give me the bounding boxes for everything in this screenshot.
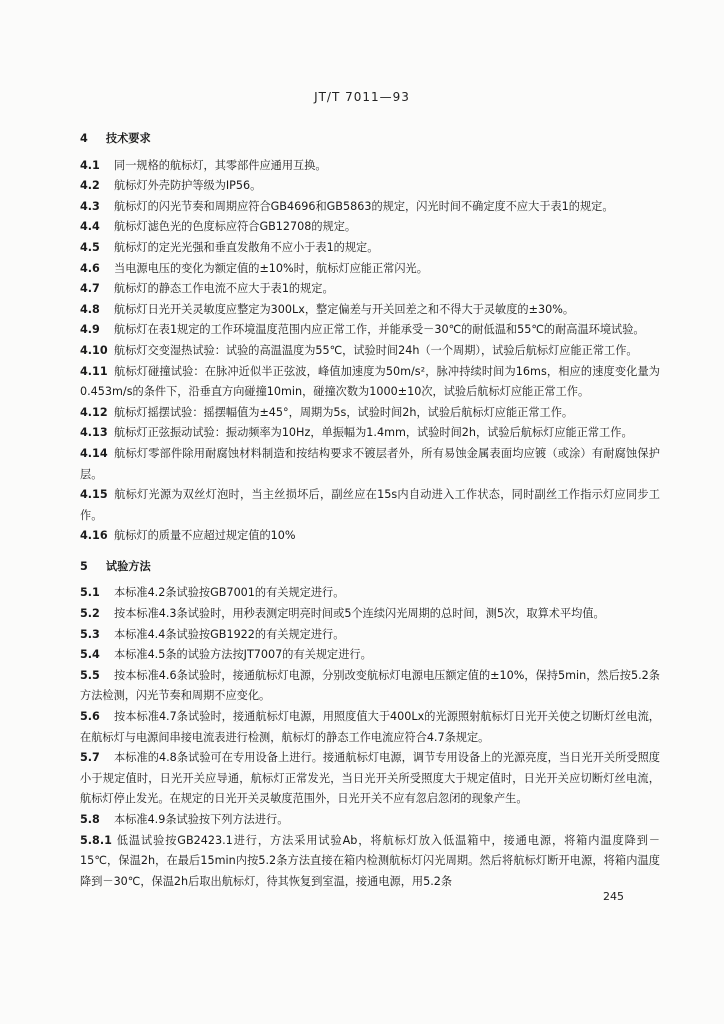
clause-number: 5.1	[80, 586, 100, 600]
clause-number: 5.5	[80, 668, 100, 682]
clause-number: 5.6	[80, 710, 100, 724]
clause	[80, 423, 660, 444]
clause	[80, 217, 660, 238]
clause	[80, 259, 660, 280]
clause-number: 5.8	[80, 813, 100, 826]
clause-text: 航标灯碰撞试验：在脉冲近似半正弦波，峰值加速度为50m/s²，脉冲持续时间为16ms，相应的速度变化量为0.453m/s的条件下，沿垂直方向碰撞10min，碰撞次数为1000±10次，试验后航标灯应能正常工作。	[80, 364, 660, 399]
clause	[80, 707, 660, 748]
page-header	[0, 90, 724, 104]
clause-text: 航标灯的质量不应超过规定值的10%	[114, 529, 296, 543]
clause	[80, 176, 660, 197]
clause-text: 按本标准4.3条试验时，用秒表测定明亮时间或5个连续闪光周期的总时间，测5次，取算术平均值。	[114, 607, 605, 621]
clause-number: 4.1	[80, 158, 100, 172]
clause-number: 5.7	[80, 751, 100, 765]
clause-text: 同一规格的航标灯，其零部件应通用互换。	[114, 158, 327, 172]
clause-number: 4.7	[80, 282, 100, 296]
clause-number: 4.5	[80, 240, 100, 254]
clause	[80, 583, 660, 604]
clause-text: 航标灯的静态工作电流不应大于表1的规定。	[114, 282, 334, 296]
clause-text: 航标灯正弦振动试验：振动频率为10Hz，单振幅为1.4mm，试验时间2h，试验后航标灯应能正常工作。	[114, 426, 633, 440]
clause-number: 4.14	[80, 446, 108, 460]
page-number: 245	[603, 890, 624, 903]
clause	[80, 444, 660, 485]
clause-text: 按本标准4.7条试验时，接通航标灯电源，用照度值大于400Lx的光源照射航标灯日光开关使之切断灯丝电流，在航标灯与电源间串接电流表进行检测，航标灯的静态工作电流应符合4.7条规定。	[80, 710, 660, 744]
clause-number: 4.9	[80, 323, 100, 337]
clause	[80, 625, 660, 646]
clause-number: 4.3	[80, 199, 100, 213]
clause	[80, 300, 660, 321]
clause	[80, 403, 660, 424]
clause-text: 航标灯交变湿热试验：试验的高温温度为55℃，试验时间24h（一个周期），试验后航标灯应能正常工作。	[114, 343, 638, 357]
section-title: 试验方法	[105, 559, 151, 573]
clause-text: 航标灯零部件除用耐腐蚀材料制造和按结构要求不镀层者外，所有易蚀金属表面均应镀（或涂）有耐腐蚀保护层。	[80, 446, 660, 481]
clause	[80, 604, 660, 625]
clause-number: 4.2	[80, 179, 100, 193]
clause-number: 4.15	[80, 488, 108, 502]
standard-code: JT/T 7011—93	[314, 90, 410, 104]
clause-number: 4.13	[80, 426, 108, 440]
clause	[80, 748, 660, 810]
clause-text: 低温试验按GB2423.1进行，方法采用试验Ab，将航标灯放入低温箱中，接通电源，将箱内温度降到－15℃，保温2h，在最后15min内按5.2条方法直接在箱内检测航标灯闪光周期。然后将航标灯断开电源，将箱内温度降到－30℃，保温2h后取出航标灯，待其恢复到室温，接通电源，用5.2条	[80, 833, 660, 888]
clause-text: 航标灯滤色光的色度标应符合GB12708的规定。	[114, 220, 357, 234]
clause-number: 4.12	[80, 405, 108, 419]
clause-number: 4.4	[80, 220, 100, 234]
clause-number: 4.8	[80, 302, 100, 316]
clause-number: 5.2	[80, 607, 100, 621]
clause-text: 本标准4.9条试验按下列方法进行。	[114, 813, 289, 826]
clause	[80, 810, 660, 831]
clause-number: 4.11	[80, 364, 108, 378]
clause-text: 按本标准4.6条试验时，接通航标灯电源，分别改变航标灯电源电压额定值的±10%，保持5min，然后按5.2条方法检测，闪光节奏和周期不应变化。	[80, 668, 660, 703]
section-number: 5	[80, 559, 88, 573]
clause-text: 航标灯摇摆试验：摇摆幅值为±45°，周期为5s，试验时间2h，试验后航标灯应能正常工作。	[114, 405, 574, 419]
section-heading	[80, 129, 660, 150]
clause	[80, 645, 660, 666]
clause-text: 航标灯的定光光强和垂直发散角不应小于表1的规定。	[114, 240, 379, 254]
clause-number: 4.16	[80, 529, 108, 543]
section-5-clauses	[80, 583, 660, 892]
clause-number: 4.10	[80, 343, 108, 357]
clause-text: 航标灯外壳防护等级为IP56。	[114, 179, 262, 193]
clause	[80, 197, 660, 218]
clause	[80, 341, 660, 362]
clause-text: 航标灯光源为双丝灯泡时，当主丝损坏后，副丝应在15s内自动进入工作状态，同时副丝工作指示灯应同步工作。	[80, 488, 660, 522]
clause-text: 航标灯的闪光节奏和周期应符合GB4696和GB5863的规定，闪光时间不确定度不应大于表1的规定。	[114, 199, 614, 213]
section-title: 技术要求	[105, 132, 151, 145]
clause	[80, 279, 660, 300]
clause-text: 本标准的4.8条试验可在专用设备上进行。接通航标灯电源，调节专用设备上的光源亮度，当日光开关所受照度小于规定值时，日光开关应导通，航标灯正常发光，当日光开关所受照度大于规定值时，日光开关应切断灯丝电流，航标灯停止发光。在规定的日光开关灵敏度范围外，日光开关不应有忽启忽闭的现象产生。	[80, 751, 660, 806]
clause-text: 本标准4.4条试验按GB1922的有关规定进行。	[114, 627, 345, 641]
document-body	[80, 125, 660, 892]
clause-text: 航标灯日光开关灵敏度应整定为300Lx，整定偏差与开关回差之和不得大于灵敏度的±30%。	[114, 302, 575, 316]
clause-text: 当电源电压的变化为额定值的±10%时，航标灯应能正常闪光。	[114, 261, 428, 275]
clause-text: 航标灯在表1规定的工作环境温度范围内应正常工作，并能承受－30℃的耐低温和55℃的耐高温环境试验。	[114, 323, 645, 337]
section-heading	[80, 557, 660, 578]
clause-text: 本标准4.2条试验按GB7001的有关规定进行。	[114, 586, 345, 600]
clause-number: 5.8.1	[80, 833, 112, 847]
section-4-clauses	[80, 156, 660, 547]
clause	[80, 526, 660, 547]
clause	[80, 320, 660, 341]
clause-number: 5.4	[80, 648, 100, 662]
clause	[80, 156, 660, 177]
clause-text: 本标准4.5条的试验方法按JT7007的有关规定进行。	[114, 648, 372, 662]
clause	[80, 362, 660, 403]
clause	[80, 666, 660, 707]
clause	[80, 238, 660, 259]
clause	[80, 485, 660, 526]
clause-number: 4.6	[80, 261, 100, 275]
clause	[80, 831, 660, 893]
clause-number: 5.3	[80, 627, 100, 641]
section-number: 4	[80, 132, 88, 145]
